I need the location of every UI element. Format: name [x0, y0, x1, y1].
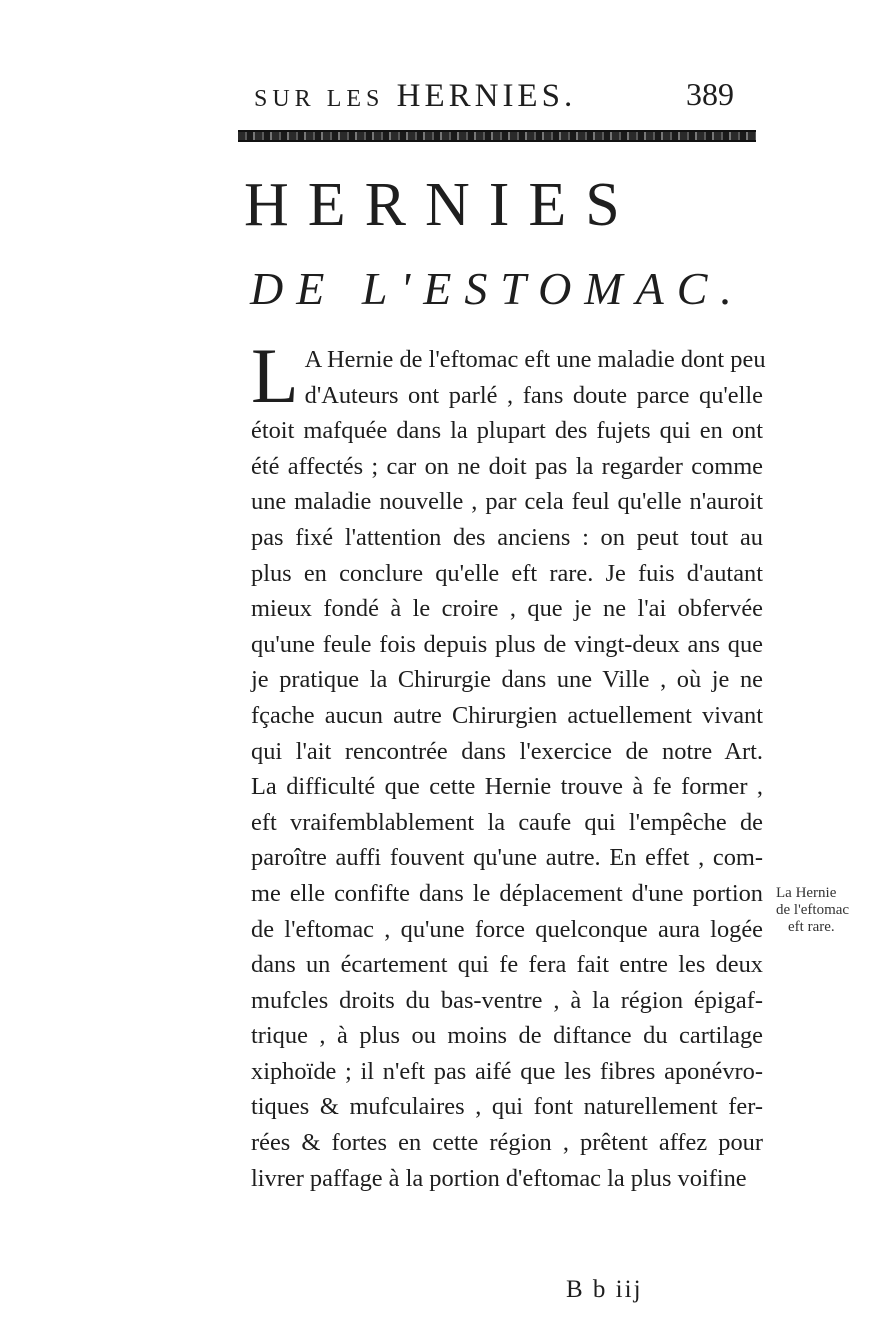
text-line: d'Auteurs ont parlé , fans doute parce qu'elle — [304, 381, 763, 409]
text-line: mieux fondé à le croire , que je ne l'ai obfervée — [251, 595, 763, 623]
text-line: dans un écartement qui fe fera fait entre les deux — [251, 951, 763, 979]
text-line: mufcles droits du bas-ventre , à la région épigaf- — [251, 986, 763, 1014]
text-line: qu'une feule fois depuis plus de vingt-deux ans que — [251, 630, 763, 658]
margin-note-line: de l'eftomac — [776, 902, 850, 918]
text-line: rées & fortes en cette région , prêtent affez pour — [251, 1129, 763, 1157]
text-line: tiques & mufculaires , qui font naturellement fer- — [251, 1093, 763, 1121]
chapter-subtitle: DE L'ESTOMAC. — [250, 263, 745, 314]
text-line: de l'eftomac , qu'une force quelconque aura logée — [251, 915, 763, 943]
chapter-title: HERNIES — [244, 171, 639, 239]
running-head — [254, 78, 576, 115]
text-line: A Hernie de l'eftomac eft une maladie dont peu — [304, 346, 766, 373]
text-line: pas fixé l'attention des anciens : on peut tout au — [251, 523, 763, 551]
text-line: plus en conclure qu'elle eft rare. Je fuis d'autant — [251, 559, 763, 587]
printer-signature: B b iij — [566, 1276, 643, 1303]
margin-note — [776, 885, 876, 936]
ornamental-rule — [238, 130, 756, 142]
drop-capital: L — [251, 332, 299, 419]
text-line: fçache aucun autre Chirurgien actuellement vivant — [251, 701, 763, 729]
text-line: me elle confifte dans le déplacement d'une portion — [251, 879, 763, 907]
running-head-prefix: SUR LES — [254, 86, 385, 112]
page-number: 389 — [686, 76, 734, 112]
running-head-main: HERNIES. — [396, 78, 577, 114]
body-text — [251, 332, 766, 1196]
text-line: paroître auffi fouvent qu'une autre. En effet , com- — [251, 844, 763, 872]
text-line: été affectés ; car on ne doit pas la regarder comme — [251, 452, 763, 480]
margin-note-line: eft rare. — [788, 919, 835, 935]
margin-note-line: La Hernie — [776, 885, 837, 901]
text-line: eft vraifemblablement la caufe qui l'empêche de — [251, 808, 763, 836]
text-line: qui l'ait rencontrée dans l'exercice de notre Art. — [251, 737, 763, 765]
text-line: La difficulté que cette Hernie trouve à fe former , — [251, 773, 763, 801]
text-line: je pratique la Chirurgie dans une Ville , où je ne — [251, 666, 763, 694]
text-line: étoit mafquée dans la plupart des fujets qui en ont — [251, 417, 763, 445]
text-line: livrer paffage à la portion d'eftomac la plus voifine — [251, 1164, 747, 1192]
text-line: trique , à plus ou moins de diftance du cartilage — [251, 1022, 763, 1050]
text-line: une maladie nouvelle , par cela feul qu'elle n'auroit — [251, 488, 763, 516]
text-line: xiphoïde ; il n'eft pas aifé que les fibres aponévro- — [251, 1057, 763, 1085]
